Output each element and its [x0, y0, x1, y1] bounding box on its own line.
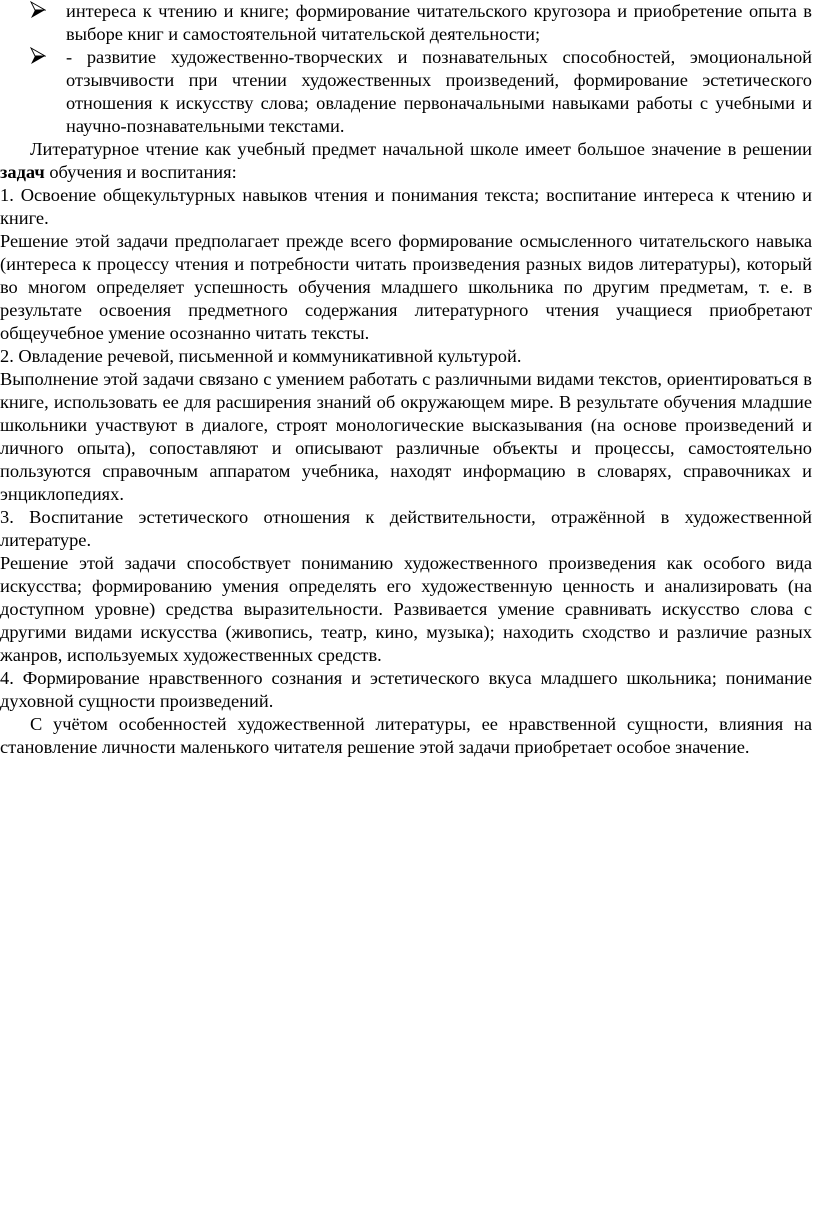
- bullet-item: [0, 0, 812, 46]
- intro-text: Литературное чтение как учебный предмет начальной школе имеет большое значение в решении: [30, 139, 812, 159]
- intro-paragraph: [0, 138, 812, 184]
- bullet-text: интереса к чтению и книге; формирование читательского кругозора и приобретение опыта в выборе книг и самостоятельной читательской деятельности;: [66, 1, 812, 44]
- task-heading: 3. Воспитание эстетического отношения к действительности, отражённой в художественной литературе.: [0, 507, 812, 550]
- bullet-item: [0, 46, 812, 138]
- intro-bold-word: задач: [0, 162, 45, 182]
- task-body: Решение этой задачи способствует пониманию художественного произведения как особого вида искусства; формированию умения определять его художественную ценность и анализировать (на доступном уровне) средства выразительности. Развивается умение сравнивать искусство слова с другими видами искусства (живопись, театр, кино, музыка); находить сходство и различие разных жанров, используемых художественных средств.: [0, 553, 812, 665]
- task-heading: 2. Овладение речевой, письменной и коммуникативной культурой.: [0, 346, 522, 366]
- closing-paragraph: С учётом особенностей художественной литературы, ее нравственной сущности, влияния на становление личности маленького читателя решение этой задачи приобретает особое значение.: [0, 714, 812, 757]
- task-body: Решение этой задачи предполагает прежде всего формирование осмысленного читательского навыка (интереса к процессу чтения и потребности читать произведения разных видов литературы), который во многом определяет успешность обучения младшего школьника по другим предметам, т. е. в результате освоения предметного содержания литературного чтения учащиеся приобретают общеучебное умение осознанно читать тексты.: [0, 231, 812, 343]
- arrowhead-bullet-icon: [30, 1, 46, 19]
- task-heading: 4. Формирование нравственного сознания и эстетического вкуса младшего школьника; понимание духовной сущности произведений.: [0, 668, 812, 711]
- task-body: Выполнение этой задачи связано с умением работать с различными видами текстов, ориентироваться в книге, использовать ее для расширения знаний об окружающем мире. В результате обучения младшие школьники участвуют в диалоге, строят монологические высказывания (на основе произведений и личного опыта), сопоставляют и описывают различные объекты и процессы, самостоятельно пользуются справочным аппаратом учебника, находят информацию в словарях, справочниках и энциклопедиях.: [0, 369, 812, 504]
- task-heading: 1. Освоение общекультурных навыков чтения и понимания текста; воспитание интереса к чтению и книге.: [0, 185, 812, 228]
- bullet-text: - развитие художественно-творческих и познавательных способностей, эмоциональной отзывчивости при чтении художественных произведений, формирование эстетического отношения к искусству слова; овладение первоначальными навыками работы с учебными и научно-познавательными текстами.: [66, 47, 812, 136]
- bullet-list: [0, 0, 812, 138]
- intro-text-end: обучения и воспитания:: [44, 162, 237, 182]
- arrowhead-bullet-icon: [30, 47, 46, 65]
